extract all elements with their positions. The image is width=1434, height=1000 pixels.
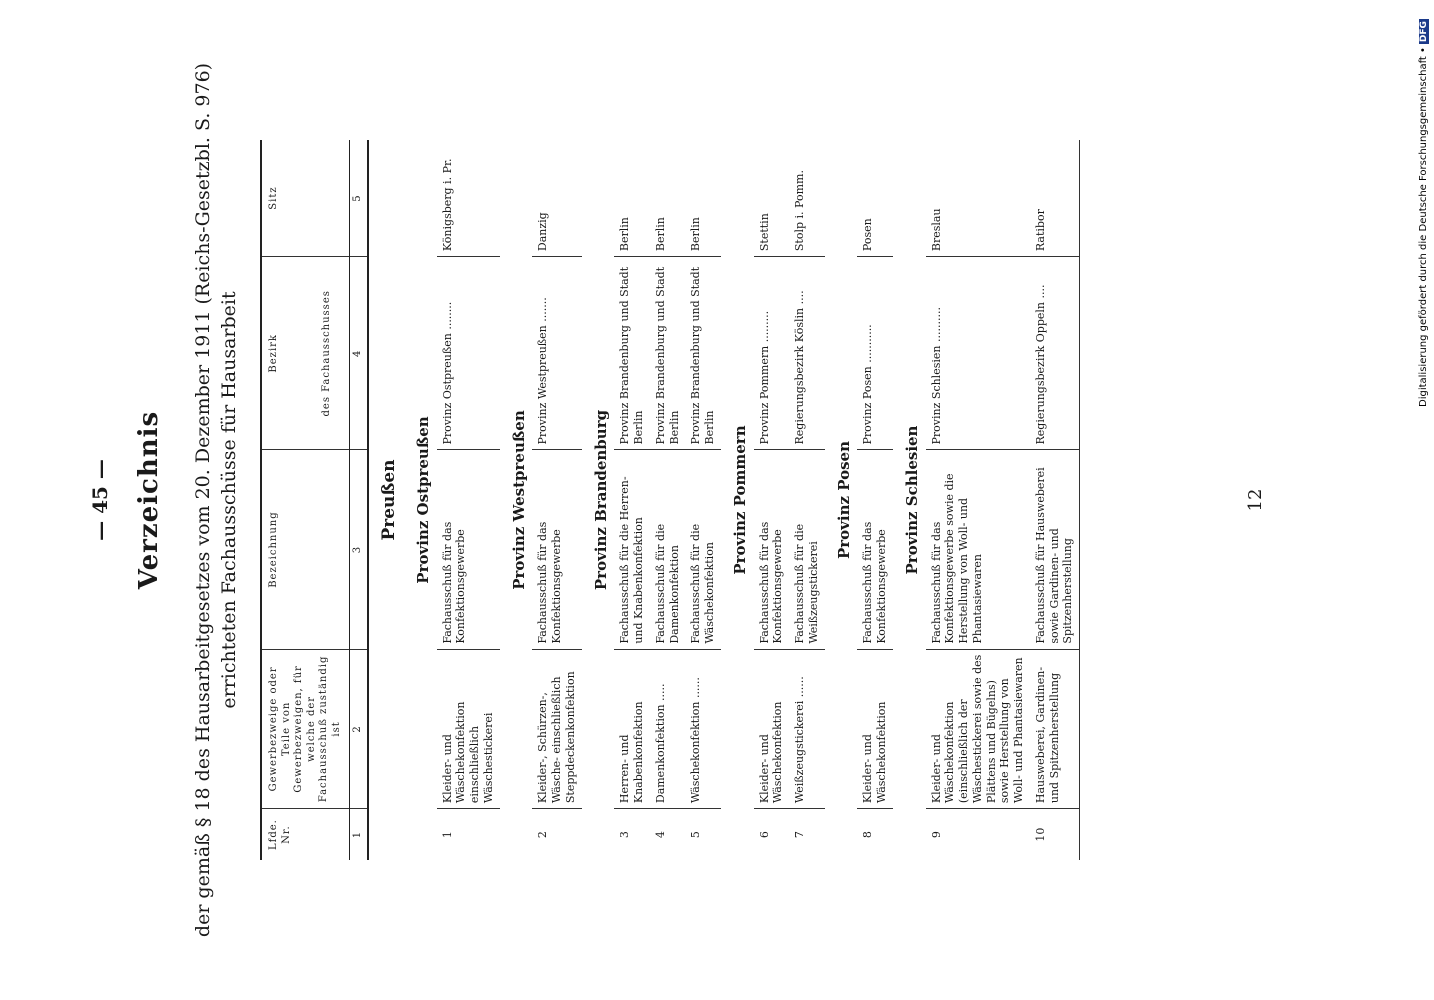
colnum-4: 4: [350, 257, 368, 450]
colnum-5: 5: [350, 140, 368, 257]
cell-sitz: Breslau: [926, 140, 1030, 257]
section-ostpreussen: Provinz Ostpreußen: [413, 416, 432, 584]
section-posen: Provinz Posen: [834, 440, 853, 560]
cell-nr: 8: [861, 831, 875, 839]
cell-gewerbe: Kleider- und Wäschekonfektion (einschließlich der Wäschestickerei sowie des Plättens und Bügelns) sowie Herstellung von Woll- und Phantasiewaren: [926, 649, 1030, 808]
cell-bezirk: Provinz Schlesien ..........: [926, 257, 1030, 450]
cell-gewerbe: Wäschekonfektion ......: [685, 649, 721, 808]
header-bezirk-label: Bezirk: [268, 334, 279, 373]
cell-bezirk: Provinz Brandenburg und Stadt Berlin: [614, 257, 650, 450]
cell-sitz: Ratibor: [1030, 140, 1080, 257]
cell-gewerbe: Kleider-, Schürzen-, Wäsche- einschließlich Steppdeckenkonfektion: [532, 649, 581, 808]
cell-sitz: Königsberg i. Pr.: [437, 140, 500, 257]
table-row: [754, 140, 790, 860]
cell-bezirk: Provinz Posen ...........: [857, 257, 893, 450]
cell-bezeichnung: Fachausschuß für Hausweberei sowie Gardinen- und Spitzenherstellung: [1030, 450, 1080, 649]
colnum-3: 3: [350, 450, 368, 649]
cell-bezeichnung: Fachausschuß für die Wäschekonfektion: [685, 450, 721, 649]
header-sitz: Sitz: [261, 140, 350, 257]
cell-bezeichnung: Fachausschuß für das Konfektionsgewerbe: [857, 450, 893, 649]
digitization-credit: [1418, 0, 1432, 1000]
colnum-2: 2: [350, 649, 368, 808]
cell-bezirk: Provinz Brandenburg und Stadt Berlin: [650, 257, 686, 450]
cell-nr: 7: [793, 831, 806, 839]
cell-gewerbe: Herren- und Knabenkonfektion: [614, 649, 650, 808]
page-subtitle-line1: der gemäß § 18 des Hausarbeitgesetzes vom 20. Dezember 1911 (Reichs-Gesetzbl. S. 976): [192, 62, 214, 938]
cell-bezeichnung: Fachausschuß für das Konfektionsgewerbe: [532, 450, 581, 649]
cell-sitz: Berlin: [614, 140, 650, 257]
cell-nr: 1: [440, 831, 454, 839]
cell-gewerbe: Kleider- und Wäschekonfektion: [754, 649, 790, 808]
header-bezirk: [261, 257, 350, 450]
cell-nr: 10: [1030, 809, 1080, 860]
table-row: [1030, 140, 1080, 860]
page-footer-number: 12: [1245, 488, 1266, 512]
credit-text: Digitalisierung gefördert durch die Deutsche Forschungsgemeinschaft •: [1418, 47, 1429, 407]
cell-nr: 6: [757, 831, 771, 839]
cell-bezirk: Provinz Brandenburg und Stadt Berlin: [685, 257, 721, 450]
cell-gewerbe: Kleider- und Wäschekonfektion: [857, 649, 893, 808]
cell-nr: 3: [618, 831, 632, 839]
section-pommern: Provinz Pommern: [730, 425, 749, 575]
header-lfde-nr: Lfde. Nr.: [261, 809, 350, 860]
cell-gewerbe: Damenkonfektion .....: [650, 649, 686, 808]
section-westpreussen: Provinz Westpreußen: [509, 410, 528, 590]
header-bezeichnung-label: Bezeichnung: [268, 511, 279, 588]
table-row: [614, 140, 650, 860]
cell-gewerbe: Weißzeugstickerei ......: [789, 649, 825, 808]
table-row: [532, 140, 581, 860]
header-bezeichnung: [261, 450, 350, 649]
cell-bezeichnung: Fachausschuß für das Konfektionsgewerbe sowie die Herstellung von Woll- und Phantasiewaren: [926, 450, 1030, 649]
cell-bezeichnung: Fachausschuß für das Konfektionsgewerbe: [437, 450, 500, 649]
cell-gewerbe: Kleider- und Wäschekonfektion einschließlich Wäschestickerei: [437, 649, 500, 808]
cell-bezirk: Regierungsbezirk Oppeln ....: [1030, 257, 1080, 450]
section-main: Preußen: [378, 459, 399, 541]
table-row: [857, 140, 893, 860]
table-row: [926, 140, 1030, 860]
page-number-header: — 45 —: [88, 459, 112, 541]
cell-nr: 5: [689, 831, 703, 839]
table-row: [685, 140, 721, 860]
cell-bezeichnung: Fachausschuß für die Herren- und Knabenkonfektion: [614, 450, 650, 649]
cell-sitz: Danzig: [532, 140, 581, 257]
credit-text-wrapper: [1418, 21, 1432, 407]
section-schlesien: Provinz Schlesien: [902, 425, 921, 575]
cell-bezirk: Provinz Ostpreußen ........: [437, 257, 500, 450]
cell-nr: 9: [929, 831, 943, 839]
table-row: [789, 140, 825, 860]
cell-sitz: Berlin: [650, 140, 686, 257]
cell-bezirk: Provinz Pommern .........: [754, 257, 790, 450]
cell-sitz: Stettin: [754, 140, 790, 257]
cell-bezeichnung: Fachausschuß für das Konfektionsgewerbe: [754, 450, 790, 649]
cell-bezirk: Regierungsbezirk Köslin ....: [789, 257, 825, 450]
cell-bezeichnung: Fachausschuß für die Weißzeugstickerei: [789, 450, 825, 649]
cell-sitz: Berlin: [685, 140, 721, 257]
header-des-fachausschusses: des Fachausschusses: [320, 290, 332, 417]
cell-nr: 4: [653, 831, 667, 839]
cell-nr: 2: [536, 831, 550, 839]
cell-gewerbe: Hausweberei, Gardinen- und Spitzenherstellung: [1030, 649, 1080, 808]
section-brandenburg: Provinz Brandenburg: [591, 409, 610, 591]
cell-sitz: Posen: [857, 140, 893, 257]
table-row: [437, 140, 500, 860]
page-title: Verzeichnis: [134, 410, 164, 590]
page-subtitle-line2: errichteten Fachausschüsse für Hausarbeit: [218, 291, 240, 709]
register-table: [260, 140, 1080, 860]
cell-bezirk: Provinz Westpreußen .......: [532, 257, 581, 450]
header-gewerbezweige: Gewerbezweige oder Teile von Gewerbezweigen, für welche der Fachausschuß zuständig ist: [261, 649, 350, 808]
cell-sitz: Stolp i. Pomm.: [789, 140, 825, 257]
table-row: [650, 140, 686, 860]
dfg-logo: DFG: [1419, 21, 1429, 43]
colnum-1: 1: [350, 809, 368, 860]
cell-bezeichnung: Fachausschuß für die Damenkonfektion: [650, 450, 686, 649]
